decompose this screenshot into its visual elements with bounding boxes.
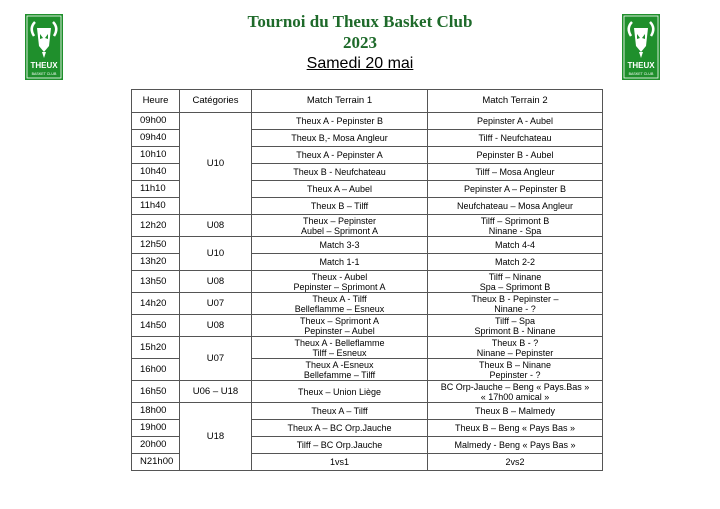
match-line: Theux A - Belleflamme	[294, 337, 385, 348]
match-line: Ninane - Spa	[488, 225, 542, 236]
match-line: Pepinster A – Pepinster B	[463, 184, 567, 194]
hour-cell: 20h00	[132, 437, 180, 454]
table-row	[132, 403, 603, 420]
column-header-court-2: Match Terrain 2	[428, 90, 603, 113]
table-row	[132, 315, 603, 337]
match-court-2-cell	[428, 198, 603, 215]
match-court-2-cell	[428, 437, 603, 454]
category-cell: U07	[180, 293, 252, 315]
match-line: Tilff – Ninane	[488, 271, 542, 282]
match-line: Theux – Sprimont A	[299, 315, 380, 326]
match-line: Ninane - ?	[494, 303, 536, 314]
match-court-2-cell	[428, 454, 603, 471]
match-court-1-cell	[252, 130, 428, 147]
match-line: Tilff - Neufchateau	[478, 133, 552, 143]
match-court-1-cell	[252, 164, 428, 181]
match-line: Theux B - ?	[491, 337, 539, 348]
match-court-1-cell	[252, 254, 428, 271]
column-header-hour: Heure	[132, 90, 180, 113]
match-court-1-cell	[252, 437, 428, 454]
hour-cell: 12h20	[132, 215, 180, 237]
match-line: Tilff – BC Orp.Jauche	[296, 440, 383, 450]
match-court-1-cell	[252, 215, 428, 237]
category-cell: U10	[180, 237, 252, 271]
hour-cell: 18h00	[132, 403, 180, 420]
match-line: Theux - Aubel	[311, 271, 368, 282]
category-cell: U06 – U18	[180, 381, 252, 403]
category-cell: U07	[180, 337, 252, 381]
hour-cell: 13h20	[132, 254, 180, 271]
hour-cell: 10h40	[132, 164, 180, 181]
hour-cell: 13h50	[132, 271, 180, 293]
table-row	[132, 237, 603, 254]
match-court-2-cell	[428, 420, 603, 437]
match-line: Malmedy - Beng « Pays Bas »	[454, 440, 576, 450]
match-court-1-cell	[252, 454, 428, 471]
hour-cell: 19h00	[132, 420, 180, 437]
match-court-1-cell	[252, 420, 428, 437]
match-line: Theux – Union Liège	[297, 386, 382, 397]
match-line: Theux B - Pepinster –	[471, 293, 559, 304]
page-title: Tournoi du Theux Basket Club	[247, 12, 473, 31]
match-line: Theux – Pepinster	[302, 215, 377, 226]
match-court-2-cell	[428, 164, 603, 181]
hour-cell: 12h50	[132, 237, 180, 254]
table-row	[132, 381, 603, 403]
match-line: Ninane – Pepinster	[476, 347, 554, 358]
hour-cell: 14h50	[132, 315, 180, 337]
match-court-2-cell	[428, 181, 603, 198]
match-court-2-cell	[428, 403, 603, 420]
match-court-1-cell	[252, 181, 428, 198]
table-row	[132, 271, 603, 293]
match-court-1-cell	[252, 381, 428, 403]
match-line: Neufchateau – Mosa Angleur	[456, 201, 574, 211]
hour-cell: 14h20	[132, 293, 180, 315]
table-row	[132, 113, 603, 130]
match-line: Match 4-4	[494, 240, 536, 250]
match-line: Theux B,- Mosa Angleur	[291, 133, 388, 143]
svg-text:BASKET CLUB: BASKET CLUB	[31, 72, 57, 76]
match-line: Theux A - Pepinster B	[295, 116, 384, 126]
page-subtitle-date: Samedi 20 mai	[306, 55, 414, 72]
match-line: Pepinster – Aubel	[304, 325, 375, 336]
match-line: Theux B - Neufchateau	[293, 167, 386, 177]
match-court-2-cell	[428, 113, 603, 130]
match-court-2-cell	[428, 359, 603, 381]
match-court-1-cell	[252, 337, 428, 359]
match-court-2-cell	[428, 271, 603, 293]
schedule-body	[132, 113, 603, 471]
hour-cell: 11h40	[132, 198, 180, 215]
category-cell: U08	[180, 315, 252, 337]
match-line: Match 2-2	[494, 257, 536, 267]
svg-text:BASKET CLUB: BASKET CLUB	[628, 72, 654, 76]
match-court-1-cell	[252, 237, 428, 254]
match-line: Theux A - Pepinster A	[296, 150, 383, 160]
category-cell: U18	[180, 403, 252, 471]
match-court-2-cell	[428, 147, 603, 164]
category-cell: U08	[180, 215, 252, 237]
match-line: Tilff – Sprimont B	[480, 215, 550, 226]
match-line: Theux A -Esneux	[305, 359, 374, 370]
match-court-2-cell	[428, 215, 603, 237]
match-line: 1vs1	[329, 457, 349, 467]
match-line: Match 1-1	[319, 257, 360, 267]
match-line: Theux B – Beng « Pays Bas »	[454, 423, 576, 433]
match-court-2-cell	[428, 337, 603, 359]
match-line: Theux B – Malmedy	[474, 406, 556, 416]
match-court-1-cell	[252, 147, 428, 164]
match-line: Pepinster B - Aubel	[476, 150, 554, 160]
match-line: Theux B – Ninane	[478, 359, 552, 370]
match-line: Theux A - Tilff	[312, 293, 367, 304]
table-row	[132, 215, 603, 237]
match-line: Aubel – Sprimont A	[300, 225, 379, 236]
match-line: Theux A – Aubel	[306, 184, 373, 194]
match-line: Theux B – Tilff	[310, 201, 369, 211]
match-line: Bellefamme – Tilff	[303, 369, 376, 380]
match-court-2-cell	[428, 237, 603, 254]
match-line: Theux A – BC Orp.Jauche	[287, 423, 392, 433]
match-line: Sprimont B - Ninane	[474, 325, 556, 336]
match-court-1-cell	[252, 315, 428, 337]
hour-cell: 09h00	[132, 113, 180, 130]
match-line: Pepinster A - Aubel	[476, 116, 554, 126]
match-line: 2vs2	[505, 457, 525, 467]
hour-cell: 11h10	[132, 181, 180, 198]
column-header-court-1: Match Terrain 1	[252, 90, 428, 113]
match-court-1-cell	[252, 403, 428, 420]
hour-cell: 10h10	[132, 147, 180, 164]
hour-cell: 16h50	[132, 381, 180, 403]
match-line: Theux A – Tilff	[311, 406, 368, 416]
table-header-row	[132, 90, 603, 113]
match-court-1-cell	[252, 271, 428, 293]
match-line: Tilff – Esneux	[312, 347, 367, 358]
hour-cell: N21h00	[132, 454, 180, 471]
svg-text:THEUX: THEUX	[30, 61, 58, 70]
svg-text:THEUX: THEUX	[627, 61, 655, 70]
match-line: Belleflamme – Esneux	[294, 303, 385, 314]
match-line: « 17h00 amical »	[480, 391, 550, 402]
match-court-2-cell	[428, 315, 603, 337]
table-row	[132, 293, 603, 315]
match-court-1-cell	[252, 359, 428, 381]
match-court-2-cell	[428, 254, 603, 271]
match-line: Pepinster - ?	[489, 369, 541, 380]
match-line: BC Orp-Jauche – Beng « Pays.Bas »	[440, 381, 590, 392]
match-line: Match 3-3	[319, 240, 360, 250]
match-line: Spa – Sprimont B	[479, 281, 551, 292]
schedule-table	[131, 89, 603, 471]
match-line: Tilff – Spa	[494, 315, 536, 326]
hour-cell: 09h40	[132, 130, 180, 147]
page-title-year: 2023	[343, 33, 377, 52]
category-cell: U08	[180, 271, 252, 293]
match-court-1-cell	[252, 198, 428, 215]
category-cell: U10	[180, 113, 252, 215]
column-header-category: Catégories	[180, 90, 252, 113]
match-line: Tilff – Mosa Angleur	[475, 167, 555, 177]
match-court-2-cell	[428, 130, 603, 147]
hour-cell: 15h20	[132, 337, 180, 359]
table-row	[132, 337, 603, 359]
match-court-2-cell	[428, 381, 603, 403]
hour-cell: 16h00	[132, 359, 180, 381]
match-line: Pepinster – Sprimont A	[293, 281, 386, 292]
match-court-2-cell	[428, 293, 603, 315]
match-court-1-cell	[252, 293, 428, 315]
match-court-1-cell	[252, 113, 428, 130]
